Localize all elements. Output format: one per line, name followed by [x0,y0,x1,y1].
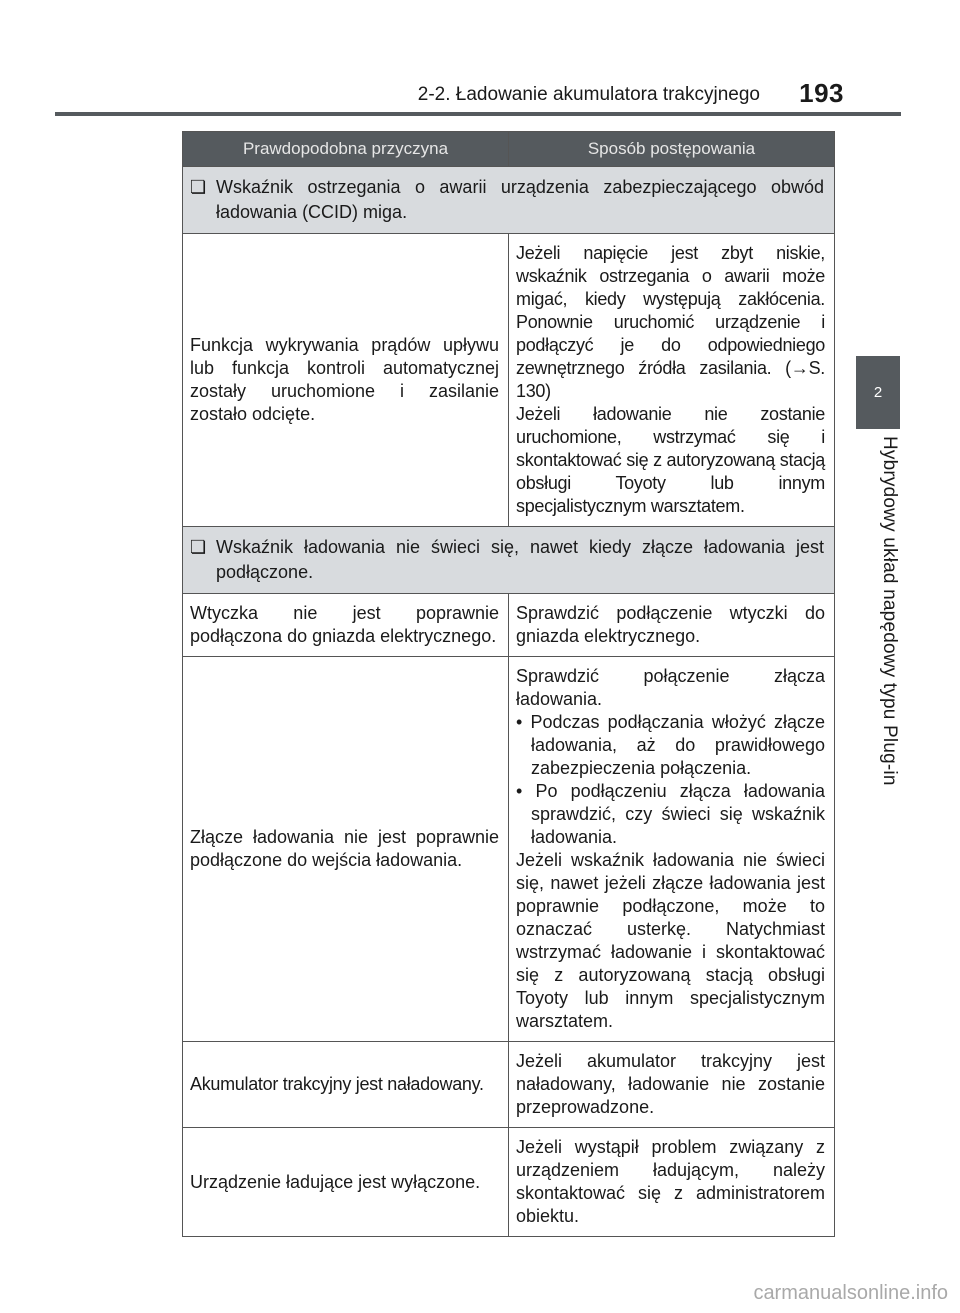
arrow-icon: → [790,358,809,378]
page-header [0,0,900,112]
action-cell: Sprawdzić połączenie złącza ładowania. • Podczas podłączania włożyć złącze ładowania, aż do prawidłowego zabezpieczenia połączenia. • Po podłączeniu złącza ładowania sprawdzić, czy świeci się wskaźnik ładowania. Jeżeli wskaźnik ładowania nie świeci się, nawet jeżeli złącze ładowania jest poprawnie podłączone, może to oznaczać usterkę. Natychmiast wstrzymać ładowanie i skontaktować się z autoryzowaną stacją obsługi Toyoty lub innym specjalistycznym warsztatem. [509,657,835,1042]
cause-cell: Akumulator trakcyjny jest naładowany. [183,1042,509,1128]
action-cell: Jeżeli akumulator trakcyjny jest naładowany, ładowanie nie zostanie przeprowadzone. [509,1042,835,1128]
cause-cell: Złącze ładowania nie jest poprawnie podłączone do wejścia ładowania. [183,657,509,1042]
table-header-row [183,132,835,167]
column-header-cause: Prawdopodobna przyczyna [183,132,509,167]
checkbox-icon: ❏ [190,177,207,197]
page-number: 193 [799,78,844,108]
action-cell: Jeżeli wystąpił problem związany z urządzeniem ładującym, należy skontaktować się z administratorem obiektu. [509,1128,835,1237]
table-row [183,1042,835,1128]
table-row [183,657,835,1042]
checkbox-icon: ❏ [190,537,207,557]
action-cell: Sprawdzić podłączenie wtyczki do gniazda elektrycznego. [509,594,835,657]
cause-cell: Urządzenie ładujące jest wyłączone. [183,1128,509,1237]
cause-cell: Wtyczka nie jest poprawnie podłączona do gniazda elektrycznego. [183,594,509,657]
cause-cell: Funkcja wykrywania prądów upływu lub funkcja kontroli automatycznej zostały uruchomione i zasilanie zostało odcięte. [183,234,509,527]
header-divider [55,112,901,116]
section-title: ❏ Wskaźnik ładowania nie świeci się, nawet kiedy złącze ładowania jest podłączone. [183,527,835,594]
chapter-title: 2-2. Ładowanie akumulatora trakcyjnego [417,84,760,105]
section-header-row [183,527,835,594]
action-cell: Jeżeli napięcie jest zbyt niskie, wskaźnik ostrzegania o awarii może migać, kiedy występują zakłócenia. Ponownie uruchomić urządzenie i podłączyć je do odpowiedniego zewnętrznego źródła zasilania. (→S. 130) Jeżeli ładowanie nie zostanie uruchomione, wstrzymać się i skontaktować się z autoryzowaną stacją obsługi Toyoty lub innym specjalistycznym warsztatem. [509,234,835,527]
column-header-action: Sposób postępowania [509,132,835,167]
table-row [183,234,835,527]
watermark: carmanualsonline.info [753,1282,948,1304]
page-reference: S. 130) [516,358,825,401]
list-item: • Po podłączeniu złącza ładowania sprawdzić, czy świeci się wskaźnik ładowania. [516,781,825,847]
section-title: ❏ Wskaźnik ostrzegania o awarii urządzenia zabezpieczającego obwód ładowania (CCID) miga. [183,167,835,234]
chapter-tab [856,356,900,429]
chapter-tab-number: 2 [873,384,883,401]
table-row [183,1128,835,1237]
troubleshooting-table [182,131,835,1237]
section-header-row [183,167,835,234]
table-row [183,594,835,657]
list-item: • Podczas podłączania włożyć złącze ładowania, aż do prawidłowego zabezpieczenia połączenia. [516,712,825,778]
chapter-tab-label: Hybrydowy układ napędowy typu Plug-in [879,436,900,786]
